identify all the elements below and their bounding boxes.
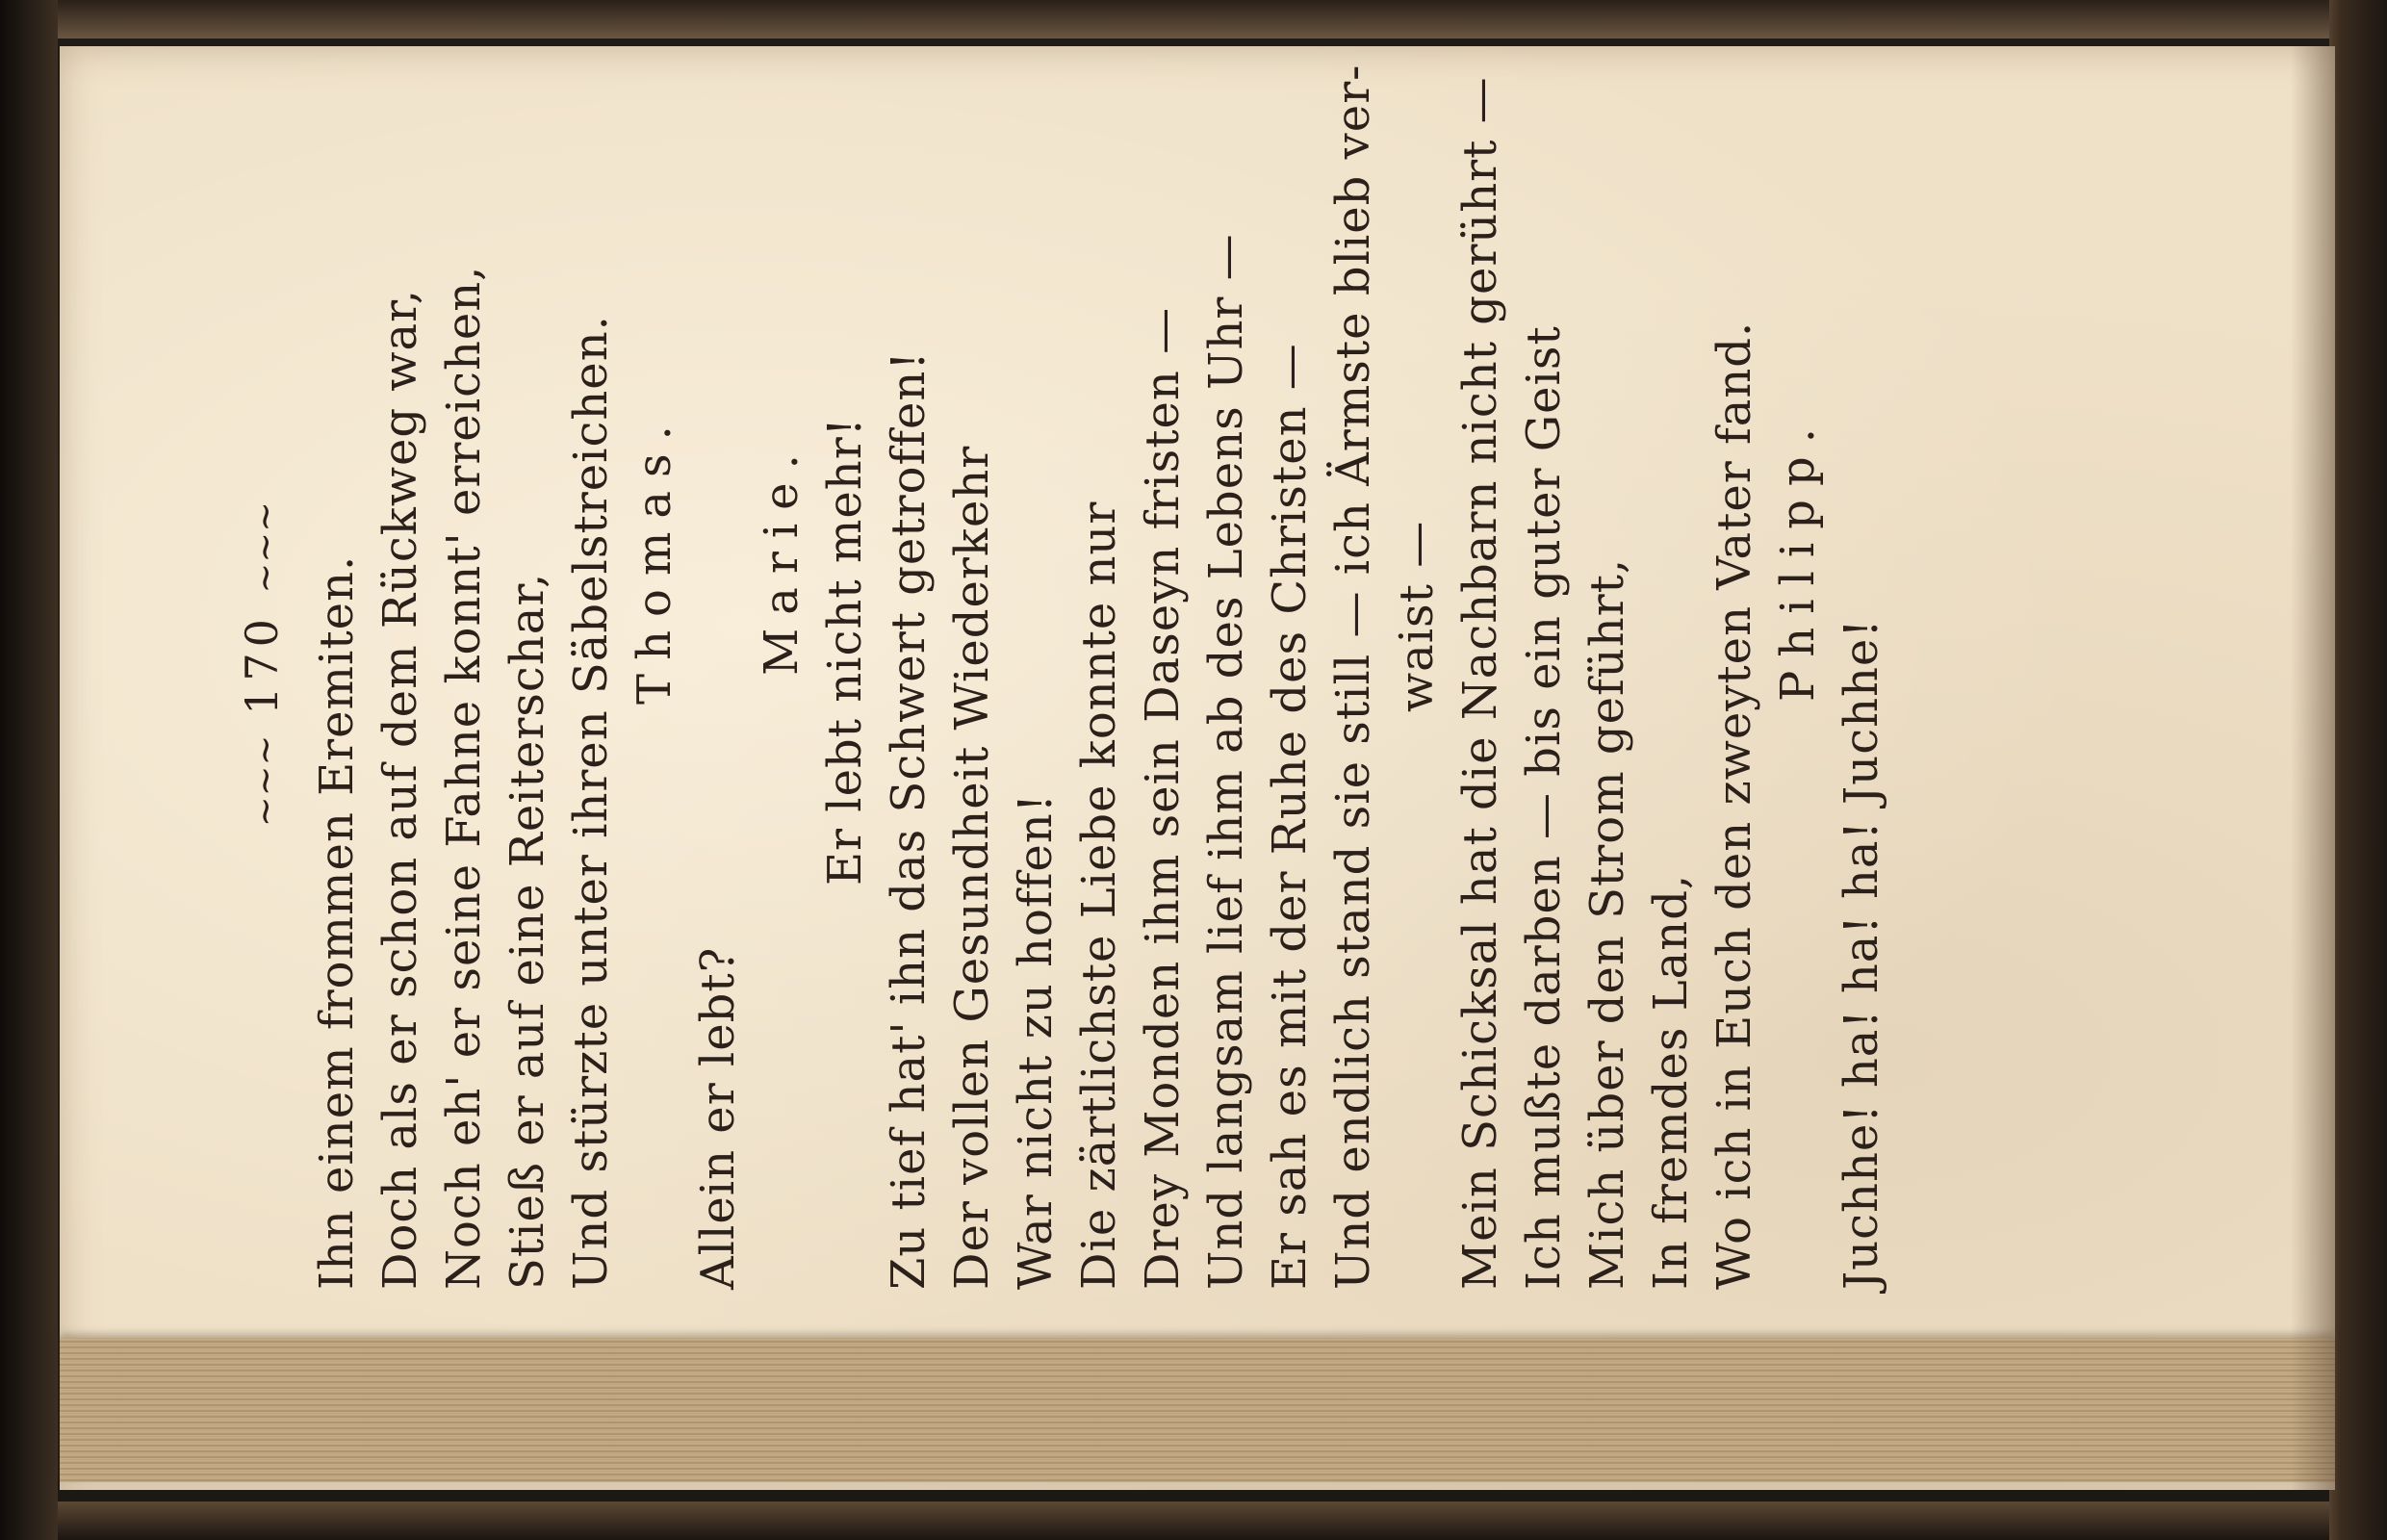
verse-line: Zu tief hat' ihn das Schwert getroffen!	[882, 350, 936, 1290]
verse-line: Noch eh' er seine Fahne konnt' erreichen,	[437, 265, 491, 1290]
book-cover-left-edge	[0, 0, 58, 1540]
verse-line: Mein Schicksal hat die Nachbarn nicht gerührt —	[1453, 76, 1507, 1290]
verse-line: Drey Monden ihm sein Daseyn fristen —	[1136, 306, 1190, 1290]
verse-line: Er sah es mit der Ruhe des Christen —	[1263, 343, 1317, 1290]
verse-line: Und endlich stand sie still — ich Ärmste blieb ver-	[1326, 64, 1380, 1290]
verse-line-continuation: waist —	[1390, 520, 1444, 712]
speaker-name-thomas: Thomas.	[628, 412, 681, 705]
header-ornament-right: ~~~	[244, 500, 286, 594]
verse-line: Er lebt nicht mehr!	[818, 417, 872, 886]
page-edges-stack	[60, 1338, 2335, 1482]
speaker-name-philipp: Philipp.	[1771, 415, 1825, 702]
verse-line: Der vollen Gesundheit Wiederkehr	[945, 445, 999, 1290]
book-cover-right-edge	[2329, 0, 2387, 1540]
page-number: 170	[236, 613, 288, 715]
header-ornament-left: ~~~	[244, 734, 286, 828]
page-text-block	[236, 38, 2161, 1290]
book-cover-top-edge	[0, 0, 2387, 38]
verse-line: Und langsam lief ihm ab des Lebens Uhr —	[1199, 233, 1253, 1290]
verse-line: In fremdes Land,	[1644, 873, 1698, 1290]
verse-line: Juchhe! ha! ha! ha! Juchhe!	[1835, 618, 1888, 1290]
verse-line: Mich über den Strom geführt,	[1580, 557, 1634, 1290]
spine-shadow	[2291, 46, 2335, 1490]
verse-line: Die zärtlichste Liebe konnte nur	[1072, 500, 1126, 1290]
page-header	[236, 38, 288, 1290]
book-cover-bottom-edge	[0, 1502, 2387, 1540]
speaker-name-marie: Marie.	[755, 441, 808, 676]
verse-line: Ich mußte darben — bis ein guter Geist	[1517, 325, 1571, 1290]
verse-line: Wo ich in Euch den zweyten Vater fand.	[1707, 321, 1761, 1290]
verse-line: Doch als er schon auf dem Rückweg war,	[373, 289, 427, 1290]
verse-line: Und stürzte unter ihren Säbelstreichen.	[564, 315, 618, 1290]
verse-line: Allein er lebt?	[691, 946, 745, 1290]
verse-line: Ihn einem frommen Eremiten.	[310, 554, 364, 1290]
verse-line: War nicht zu hoffen!	[1009, 792, 1063, 1290]
verse-line: Stieß er auf eine Reiterschar,	[500, 572, 554, 1290]
